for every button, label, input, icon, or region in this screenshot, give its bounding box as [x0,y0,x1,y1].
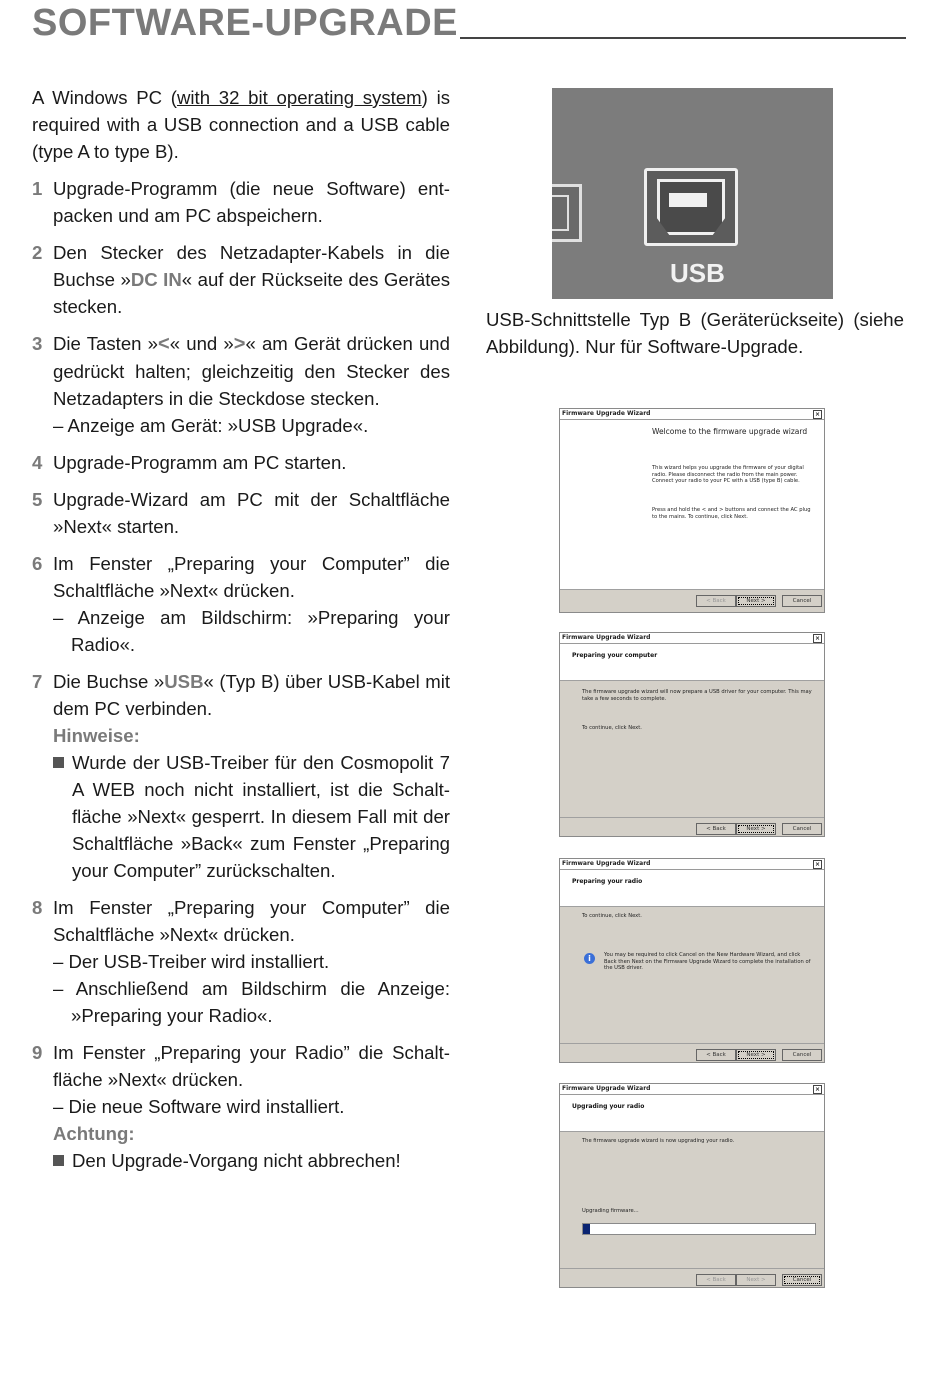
page-title: SOFTWARE-UPGRADE [32,2,458,44]
step-4 [32,449,450,476]
step-text [53,330,450,412]
step-text: Im Fenster „Preparing your Computer” die Schaltfläche »Next« drücken. [53,553,450,601]
wizard-text: To continue, click Next. [582,725,642,731]
note-bullet [53,749,450,884]
note-title: Hinweise: [53,725,140,746]
step-subtext: – Die neue Software wird installiert. [53,1096,345,1117]
wizard-button-bar [560,1268,824,1281]
wizard-button-bar [560,589,824,612]
highlight-dc-in: DC IN [130,269,182,290]
wizard-heading: Preparing your computer [572,652,658,659]
wizard-title-bar [560,409,824,420]
usb-type-b-port-icon [644,168,738,246]
next-button[interactable]: Next > [736,823,776,835]
wizard-preparing-radio-window [559,858,825,1063]
warning-title: Achtung: [53,1123,135,1144]
step-subtext: – Anschließend am Bildschirm die Anzeige: »Preparing your Radio«. [53,978,450,1026]
wizard-text: To continue, click Next. [582,913,642,919]
text-part: Die Tasten » [53,333,159,354]
step-number: 4 [32,452,43,473]
step-text: Im Fenster „Preparing your Radio” die Schaltfläche »Next« drücken. [53,1042,450,1090]
wizard-text: Press and hold the < and > buttons and connect the AC plug to the mains. To continue, click Next. [652,507,811,520]
step-text: Im Fenster „Preparing your Computer” die Schaltfläche »Next« drücken. [53,897,450,945]
wizard-heading: Upgrading your radio [572,1103,645,1110]
step-2 [32,239,450,320]
wizard-title-bar [560,859,824,870]
next-button[interactable]: Next > [736,1274,776,1286]
next-button[interactable]: Next > [736,595,776,607]
back-button[interactable]: < Back [696,1049,736,1061]
wizard-header [560,870,824,907]
step-text: Upgrade-Programm am PC starten. [53,452,347,473]
upgrade-progress-bar [582,1223,816,1235]
wizard-title: Firmware Upgrade Wizard [562,1085,651,1092]
back-button[interactable]: < Back [696,595,736,607]
step-6 [32,550,450,658]
step-number: 6 [32,553,43,574]
step-5 [32,486,450,540]
cancel-button[interactable]: Cancel [782,595,822,607]
back-button[interactable]: < Back [696,823,736,835]
wizard-text: This wizard helps you upgrade the firmware of your digital radio. Please disconnect the radio from the main power. Connect your radio to your PC with a USB (type B) cable. [652,465,804,484]
step-number: 5 [32,489,43,510]
wizard-text: The firmware upgrade wizard will now prepare a USB driver for your computer. This may take a few seconds to complete. [582,689,812,702]
close-icon[interactable]: × [814,861,821,868]
step-8 [32,894,450,1029]
cancel-button[interactable]: Cancel [782,1274,822,1286]
chevron-right-icon: > [233,333,246,355]
adjacent-port-icon [552,184,582,242]
usb-caption: USB-Schnittstelle Typ B (Geräterückseite) (siehe Abbildung). Nur für Software-Upgrade. [486,309,904,357]
wizard-button-bar [560,817,824,830]
wizard-title-bar [560,1084,824,1095]
wizard-text: You may be required to click Cancel on the New Hardware Wizard, and click Back then Next on the Firmware Upgrade Wizard to complete the installation of the USB driver. [604,952,811,971]
step-7 [32,668,450,884]
step-subtext: – Anzeige am Gerät: »USB Upgrade«. [53,415,369,436]
close-icon[interactable]: × [814,635,821,642]
wizard-button-bar [560,1043,824,1056]
warning-text: Den Upgrade-Vorgang nicht abbrechen! [72,1150,401,1171]
step-text: Upgrade-Programm (die neue Software) entpacken und am PC abspeichern. [53,178,450,226]
wizard-heading: Preparing your radio [572,878,643,885]
wizard-text: The firmware upgrade wizard is now upgrading your radio. [582,1138,735,1144]
square-bullet-icon [53,1155,64,1166]
wizard-title: Firmware Upgrade Wizard [562,410,651,417]
wizard-title-bar [560,633,824,644]
wizard-header [560,1095,824,1132]
intro-before: A Windows PC ( [32,87,177,108]
highlight-usb: USB [164,671,204,692]
step-text [53,239,450,320]
text-part: « (Typ B) über USB-Kabel mit dem PC verbinden. [53,671,451,719]
header-rule [460,37,906,39]
step-text: Upgrade-Wizard am PC mit der Schaltfläche »Next« starten. [53,489,450,537]
cancel-button[interactable]: Cancel [782,823,822,835]
text-part: Den Stecker des Netzadapter-Kabels in die Buchse » [53,242,450,290]
text-part: « und » [169,333,234,354]
step-number: 1 [32,178,43,199]
next-button[interactable]: Next > [736,1049,776,1061]
back-button[interactable]: < Back [696,1274,736,1286]
step-subtext: – Anzeige am Bildschirm: »Preparing your Radio«. [53,607,450,655]
wizard-upgrading-radio-window [559,1083,825,1288]
note-text: Wurde der USB-Treiber für den Cosmopolit 7 A WEB noch nicht installiert, ist die Schaltfläche »Next« gesperrt. In diesem Fall mit der Schaltfläche »Back« zum Fenster „Preparing your Computer” zurückschalten. [72,752,450,881]
usb-port-photo [552,88,833,299]
step-1 [32,175,450,229]
wizard-header [560,644,824,681]
close-icon[interactable]: × [814,1086,821,1093]
page-header [32,2,906,44]
intro-underlined: with 32 bit operating system [176,87,422,108]
close-icon[interactable]: × [814,411,821,418]
step-number: 8 [32,897,43,918]
instructions-column [32,84,450,1184]
chevron-left-icon: < [158,333,170,355]
step-number: 3 [32,333,43,354]
wizard-preparing-computer-window [559,632,825,837]
step-subtext: – Der USB-Treiber wird installiert. [53,951,330,972]
info-icon: i [584,953,595,964]
cancel-button[interactable]: Cancel [782,1049,822,1061]
step-number: 9 [32,1042,43,1063]
text-part: « am Gerät drücken und gedrückt halten; gleichzeitig den Stecker des Netzadapters in die Steckdose stecken. [53,333,450,409]
usb-label: USB [670,258,725,288]
step-9 [32,1039,450,1174]
text-part: Die Buchse » [53,671,165,692]
step-number: 7 [32,671,43,692]
intro-text [32,84,450,165]
step-number: 2 [32,242,43,263]
square-bullet-icon [53,757,64,768]
progress-label: Upgrading firmware... [582,1208,639,1214]
wizard-heading: Welcome to the firmware upgrade wizard [652,427,808,436]
progress-fill [583,1224,590,1234]
step-3 [32,330,450,439]
intro-after: ) is required with a USB connection and a USB cable (type A to type B). [32,87,450,162]
wizard-title: Firmware Upgrade Wizard [562,634,651,641]
warning-bullet [53,1147,450,1174]
wizard-welcome-window [559,408,825,613]
step-text [53,668,450,722]
wizard-title: Firmware Upgrade Wizard [562,860,651,867]
text-part: « auf der Rückseite des Gerätes stecken. [53,269,450,317]
